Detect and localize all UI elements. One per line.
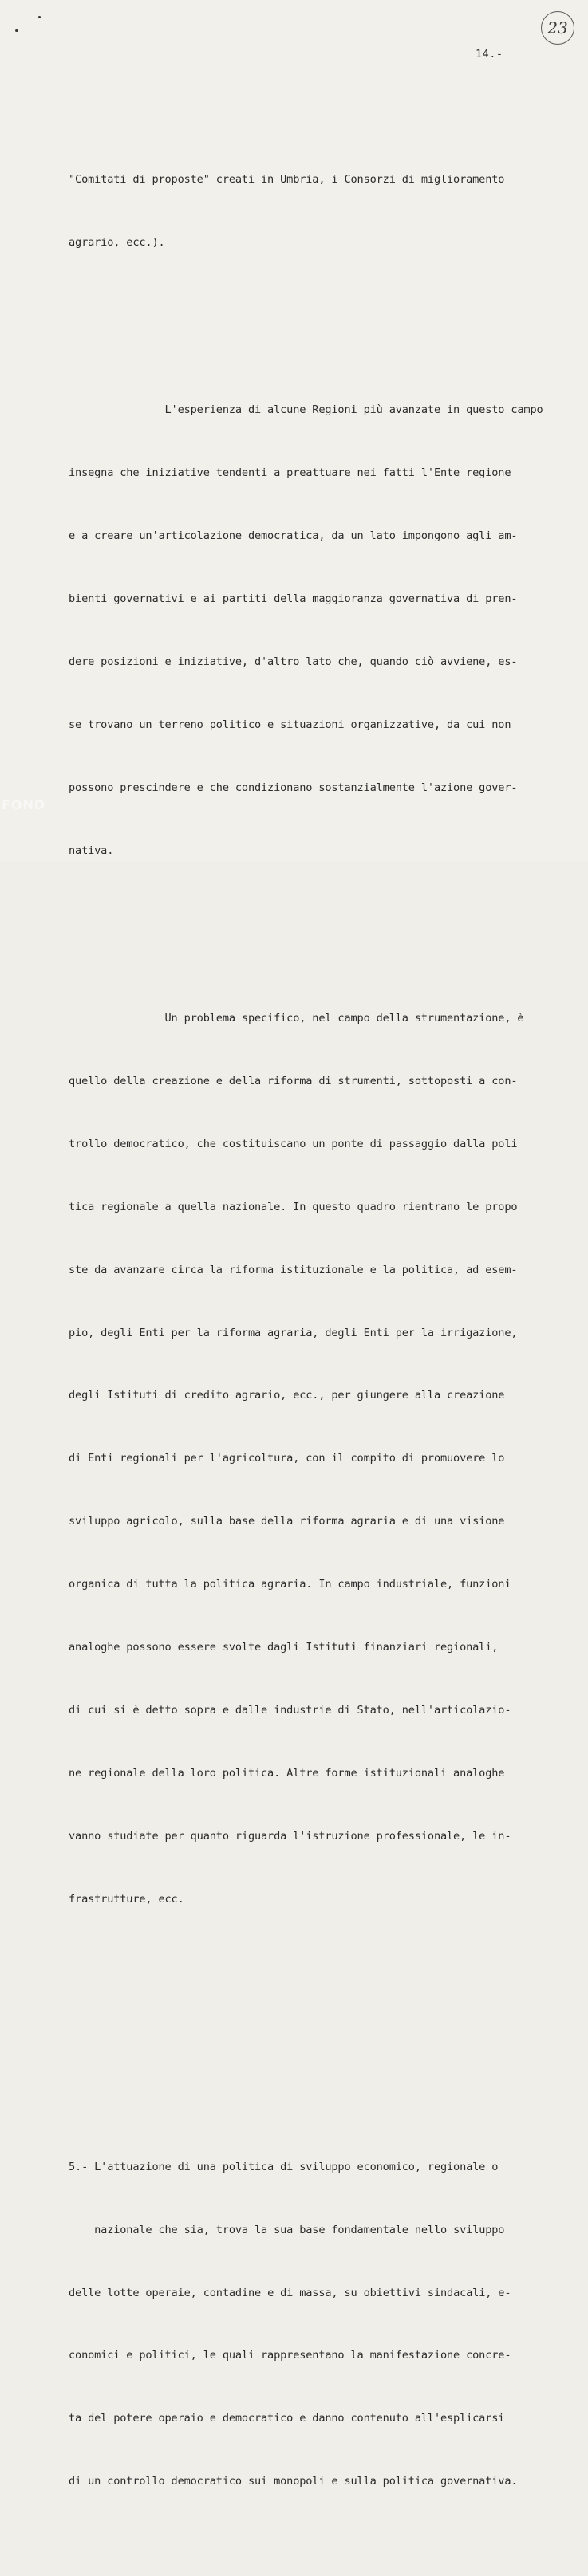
paragraph-instruments <box>69 966 565 1951</box>
text-line: conomici e politici, le quali rappresentano la manifestazione concre- <box>69 2349 511 2362</box>
archive-page-stamp: 23 <box>541 11 574 45</box>
underlined-text: delle lotte <box>69 2286 140 2299</box>
text-line: analoghe possono essere svolte dagli Istituti finanziari regionali, <box>69 1640 499 1654</box>
text-line: Un problema specifico, nel campo della strumentazione, è <box>69 1012 524 1025</box>
text-line: se trovano un terreno politico e situazioni organizzative, da cui non <box>69 718 511 731</box>
text-line: nativa. <box>69 844 114 857</box>
text-line: possono prescindere e che condizionano sostanzialmente l'azione gover- <box>69 781 518 794</box>
text-line: tica regionale a quella nazionale. In questo quadro rientrano le propo <box>69 1200 518 1213</box>
text-line: bienti governativi e ai partiti della maggioranza governativa di pren- <box>69 592 518 606</box>
text-line: ne regionale della loro politica. Altre forme istituzionali analoghe <box>69 1766 505 1780</box>
text-line: "Comitati di proposte" creati in Umbria, i Consorzi di miglioramento <box>69 173 505 187</box>
text-line <box>69 2283 565 2303</box>
text-line: sviluppo agricolo, sulla base della riforma agraria e di una visione <box>69 1515 505 1528</box>
text-line: e a creare un'articolazione democratica, da un lato impongono agli am- <box>69 529 518 543</box>
ink-speck <box>38 16 41 18</box>
text-line: vanno studiate per quanto riguarda l'istruzione professionale, le in- <box>69 1829 511 1843</box>
text-line: organica di tutta la politica agraria. In campo industriale, funzioni <box>69 1578 511 1591</box>
text-line: frastrutture, ecc. <box>69 1892 184 1905</box>
text-line: quello della creazione e della riforma di strumenti, sottoposti a con- <box>69 1074 518 1087</box>
text-line: ste da avanzare circa la riforma istituzionale e la politica, ad esem- <box>69 1263 518 1276</box>
text-line: di un controllo democratico sui monopoli e sulla politica governativa. <box>69 2475 518 2488</box>
paragraph-continuation <box>69 128 565 295</box>
text-line: agrario, ecc.). <box>69 236 165 250</box>
text-line: pio, degli Enti per la riforma agraria, degli Enti per la irrigazione, <box>69 1326 518 1339</box>
section-gap <box>69 2014 565 2051</box>
archive-watermark: FOND <box>2 797 46 812</box>
text-line: L'esperienza di alcune Regioni più avanzate in questo campo <box>69 403 543 417</box>
page-number: 14.- <box>476 48 503 61</box>
text-run: operaie, contadine e di massa, su obiettivi sindacali, e- <box>139 2286 511 2299</box>
ink-speck <box>15 29 18 32</box>
text-line <box>69 2220 565 2240</box>
text-line: insegna che iniziative tendenti a preattuare nei fatti l'Ente regione <box>69 466 511 480</box>
text-line: degli Istituti di credito agrario, ecc., per giungere alla creazione <box>69 1389 505 1402</box>
section-5 <box>69 2114 565 2534</box>
underlined-text: sviluppo <box>453 2223 505 2236</box>
document-body <box>69 85 565 2576</box>
paragraph-regions-experience <box>69 358 565 903</box>
text-line: di Enti regionali per l'agricoltura, con il compito di promuovere lo <box>69 1452 505 1465</box>
text-line: 5.- L'attuazione di una politica di sviluppo economico, regionale o <box>69 2160 499 2173</box>
text-line: dere posizioni e iniziative, d'altro lato che, quando ciò avviene, es- <box>69 655 518 669</box>
text-line: trollo democratico, che costituiscano un ponte di passaggio dalla poli <box>69 1137 518 1150</box>
text-line: di cui si è detto sopra e dalle industrie di Stato, nell'articolazio- <box>69 1703 511 1717</box>
text-line: ta del potere operaio e democratico e danno contenuto all'esplicarsi <box>69 2412 505 2425</box>
text-run: nazionale che sia, trova la sua base fondamentale nello <box>69 2223 454 2236</box>
